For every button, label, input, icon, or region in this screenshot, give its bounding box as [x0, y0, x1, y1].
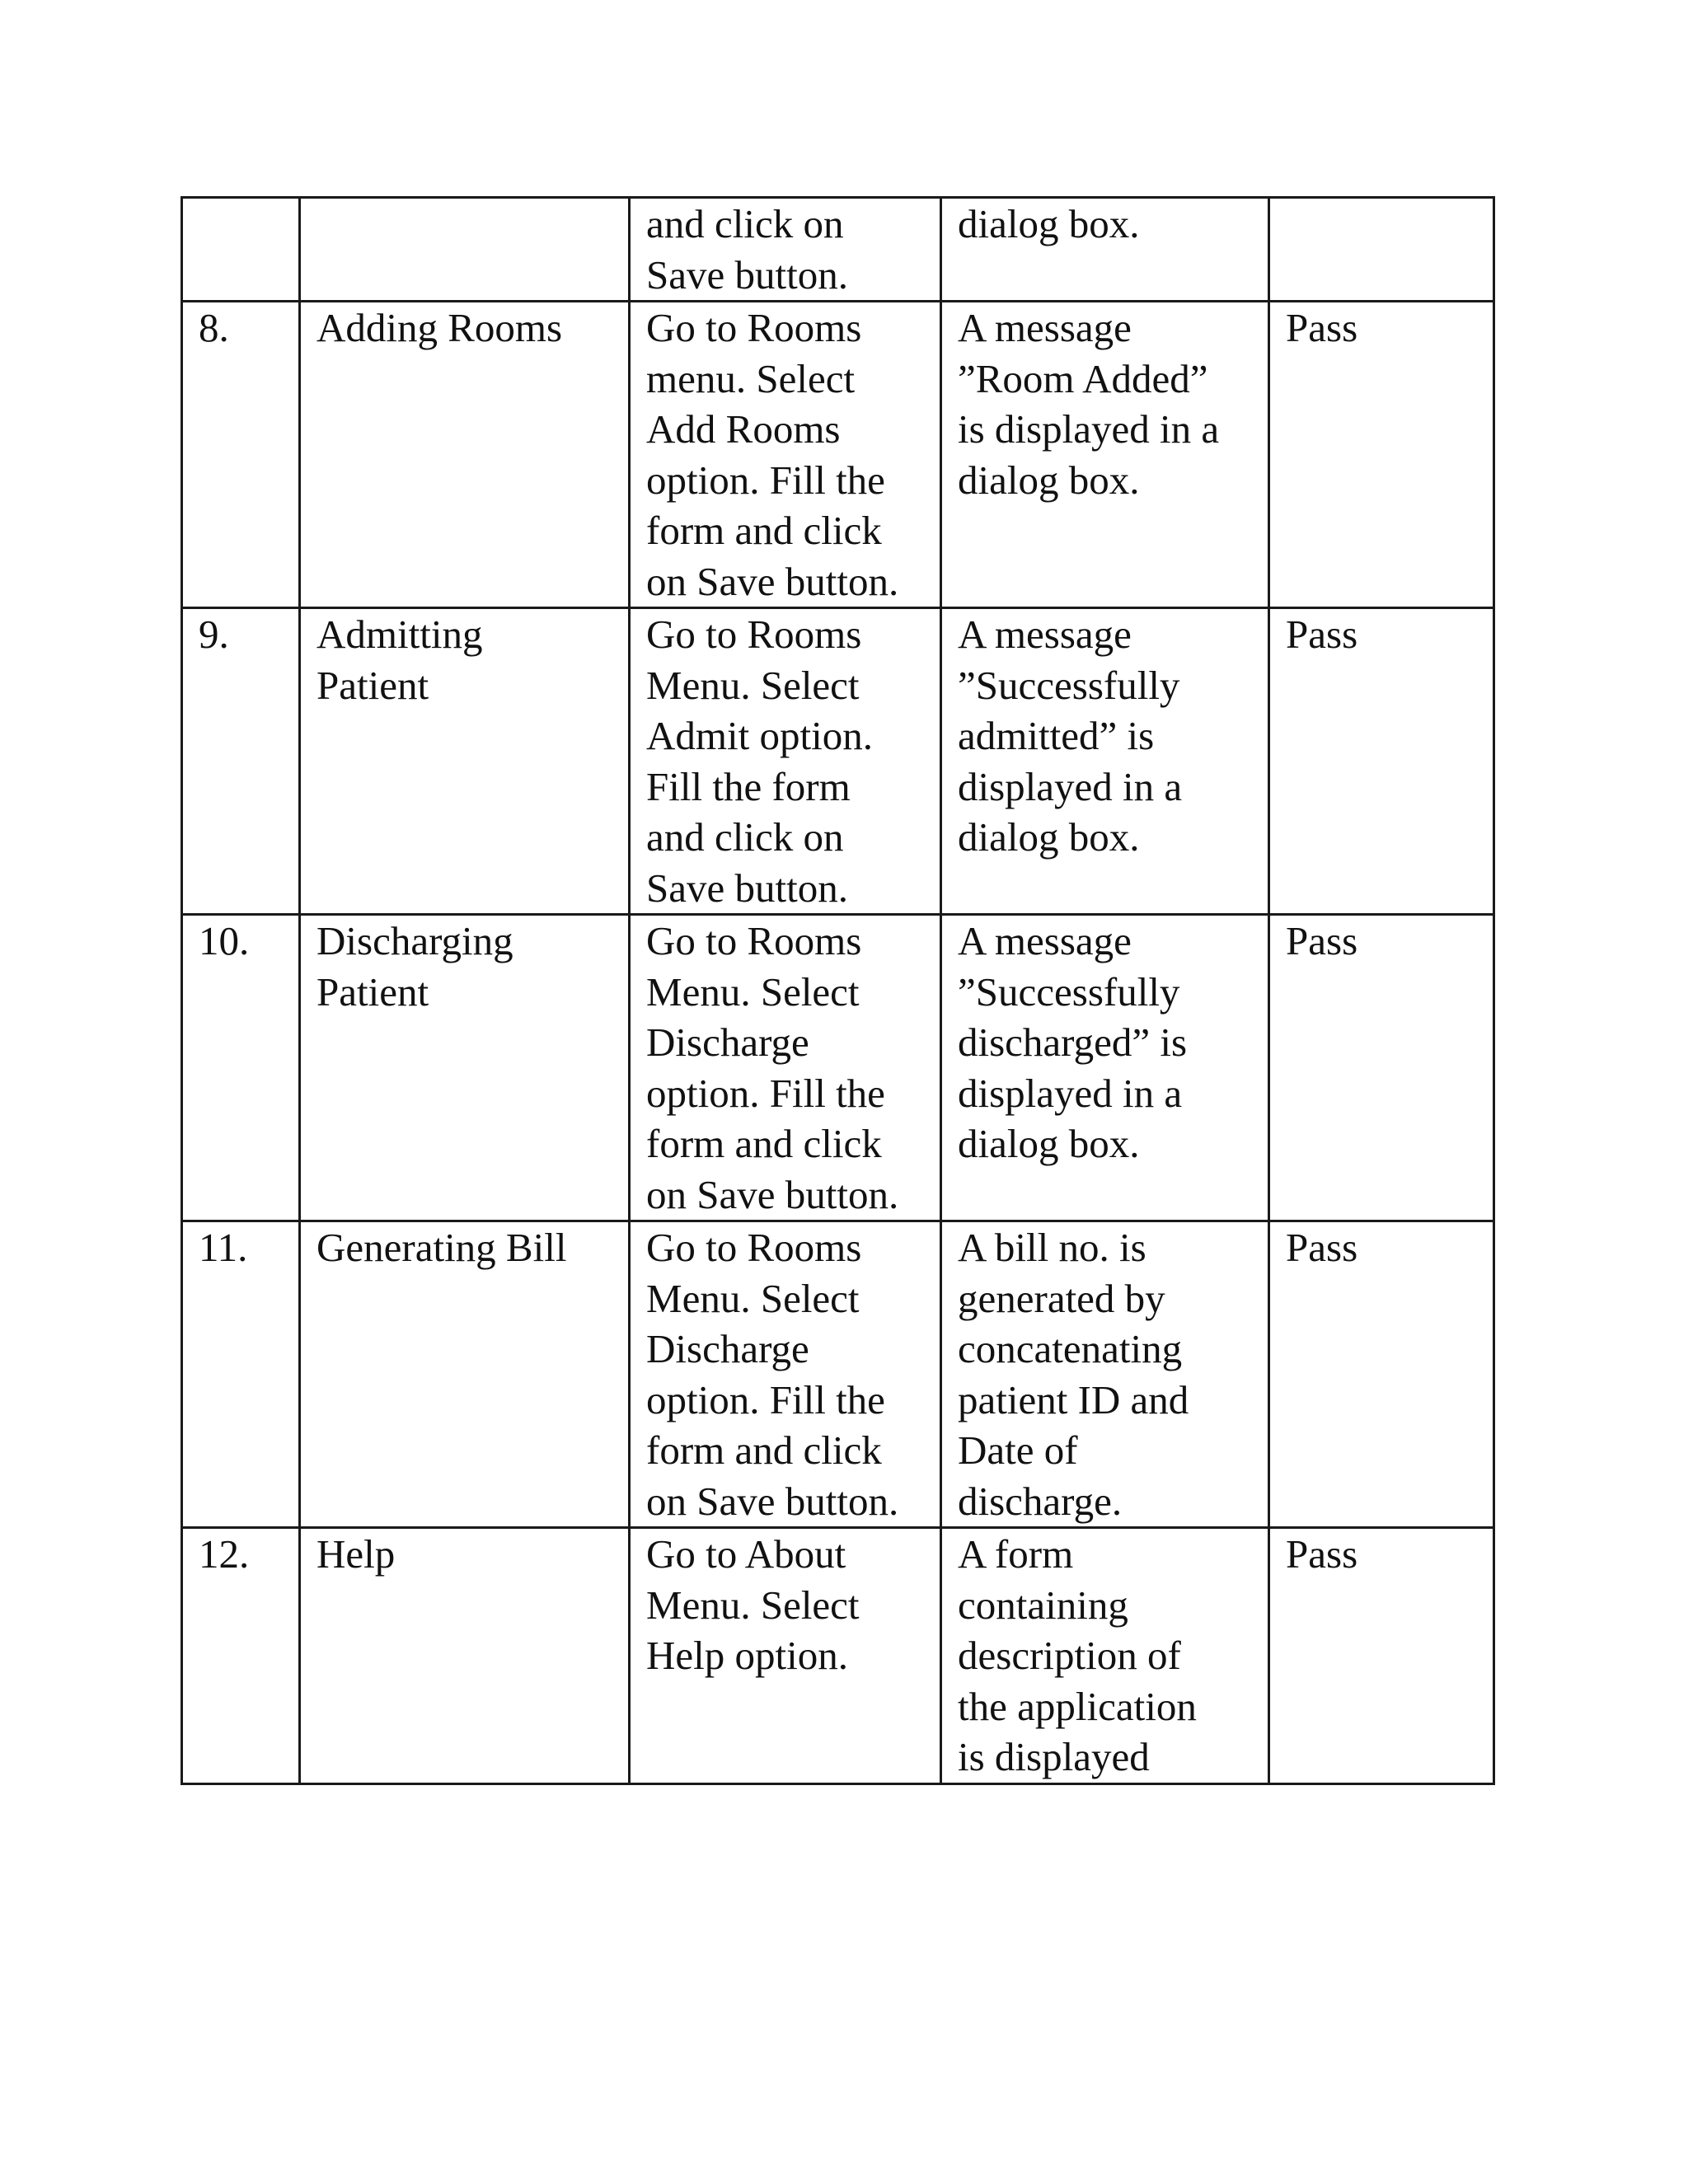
cell-no: 11. [182, 1221, 300, 1528]
table-row [182, 302, 1494, 608]
cell-feature: Generating Bill [300, 1221, 630, 1528]
table-row [182, 915, 1494, 1221]
cell-steps: Go to Rooms Menu. Select Discharge option. Fill the form and click on Save button. [630, 1221, 941, 1528]
cell-expected: A message ”Successfully admitted” is displayed in a dialog box. [941, 608, 1269, 915]
cell-expected: A bill no. is generated by concatenating patient ID and Date of discharge. [941, 1221, 1269, 1528]
cell-result: Pass [1269, 302, 1494, 608]
table-row [182, 1528, 1494, 1784]
cell-steps: Go to Rooms Menu. Select Admit option. Fill the form and click on Save button. [630, 608, 941, 915]
cell-feature: Adding Rooms [300, 302, 630, 608]
cell-steps: Go to Rooms Menu. Select Discharge option. Fill the form and click on Save button. [630, 915, 941, 1221]
cell-feature: Discharging Patient [300, 915, 630, 1221]
cell-result [1269, 198, 1494, 302]
cell-steps: Go to About Menu. Select Help option. [630, 1528, 941, 1784]
cell-no: 12. [182, 1528, 300, 1784]
cell-steps: and click on Save button. [630, 198, 941, 302]
cell-no [182, 198, 300, 302]
cell-no: 8. [182, 302, 300, 608]
cell-result: Pass [1269, 608, 1494, 915]
table-row [182, 608, 1494, 915]
cell-steps: Go to Rooms menu. Select Add Rooms option. Fill the form and click on Save button. [630, 302, 941, 608]
cell-no: 10. [182, 915, 300, 1221]
cell-expected: A message ”Successfully discharged” is displayed in a dialog box. [941, 915, 1269, 1221]
cell-expected: dialog box. [941, 198, 1269, 302]
cell-no: 9. [182, 608, 300, 915]
table-row [182, 1221, 1494, 1528]
table-row [182, 198, 1494, 302]
cell-result: Pass [1269, 1528, 1494, 1784]
cell-result: Pass [1269, 1221, 1494, 1528]
cell-expected: A message ”Room Added” is displayed in a dialog box. [941, 302, 1269, 608]
cell-expected: A form containing description of the application is displayed [941, 1528, 1269, 1784]
cell-feature: Admitting Patient [300, 608, 630, 915]
cell-result: Pass [1269, 915, 1494, 1221]
cell-feature: Help [300, 1528, 630, 1784]
cell-feature [300, 198, 630, 302]
test-case-table [181, 196, 1495, 1785]
